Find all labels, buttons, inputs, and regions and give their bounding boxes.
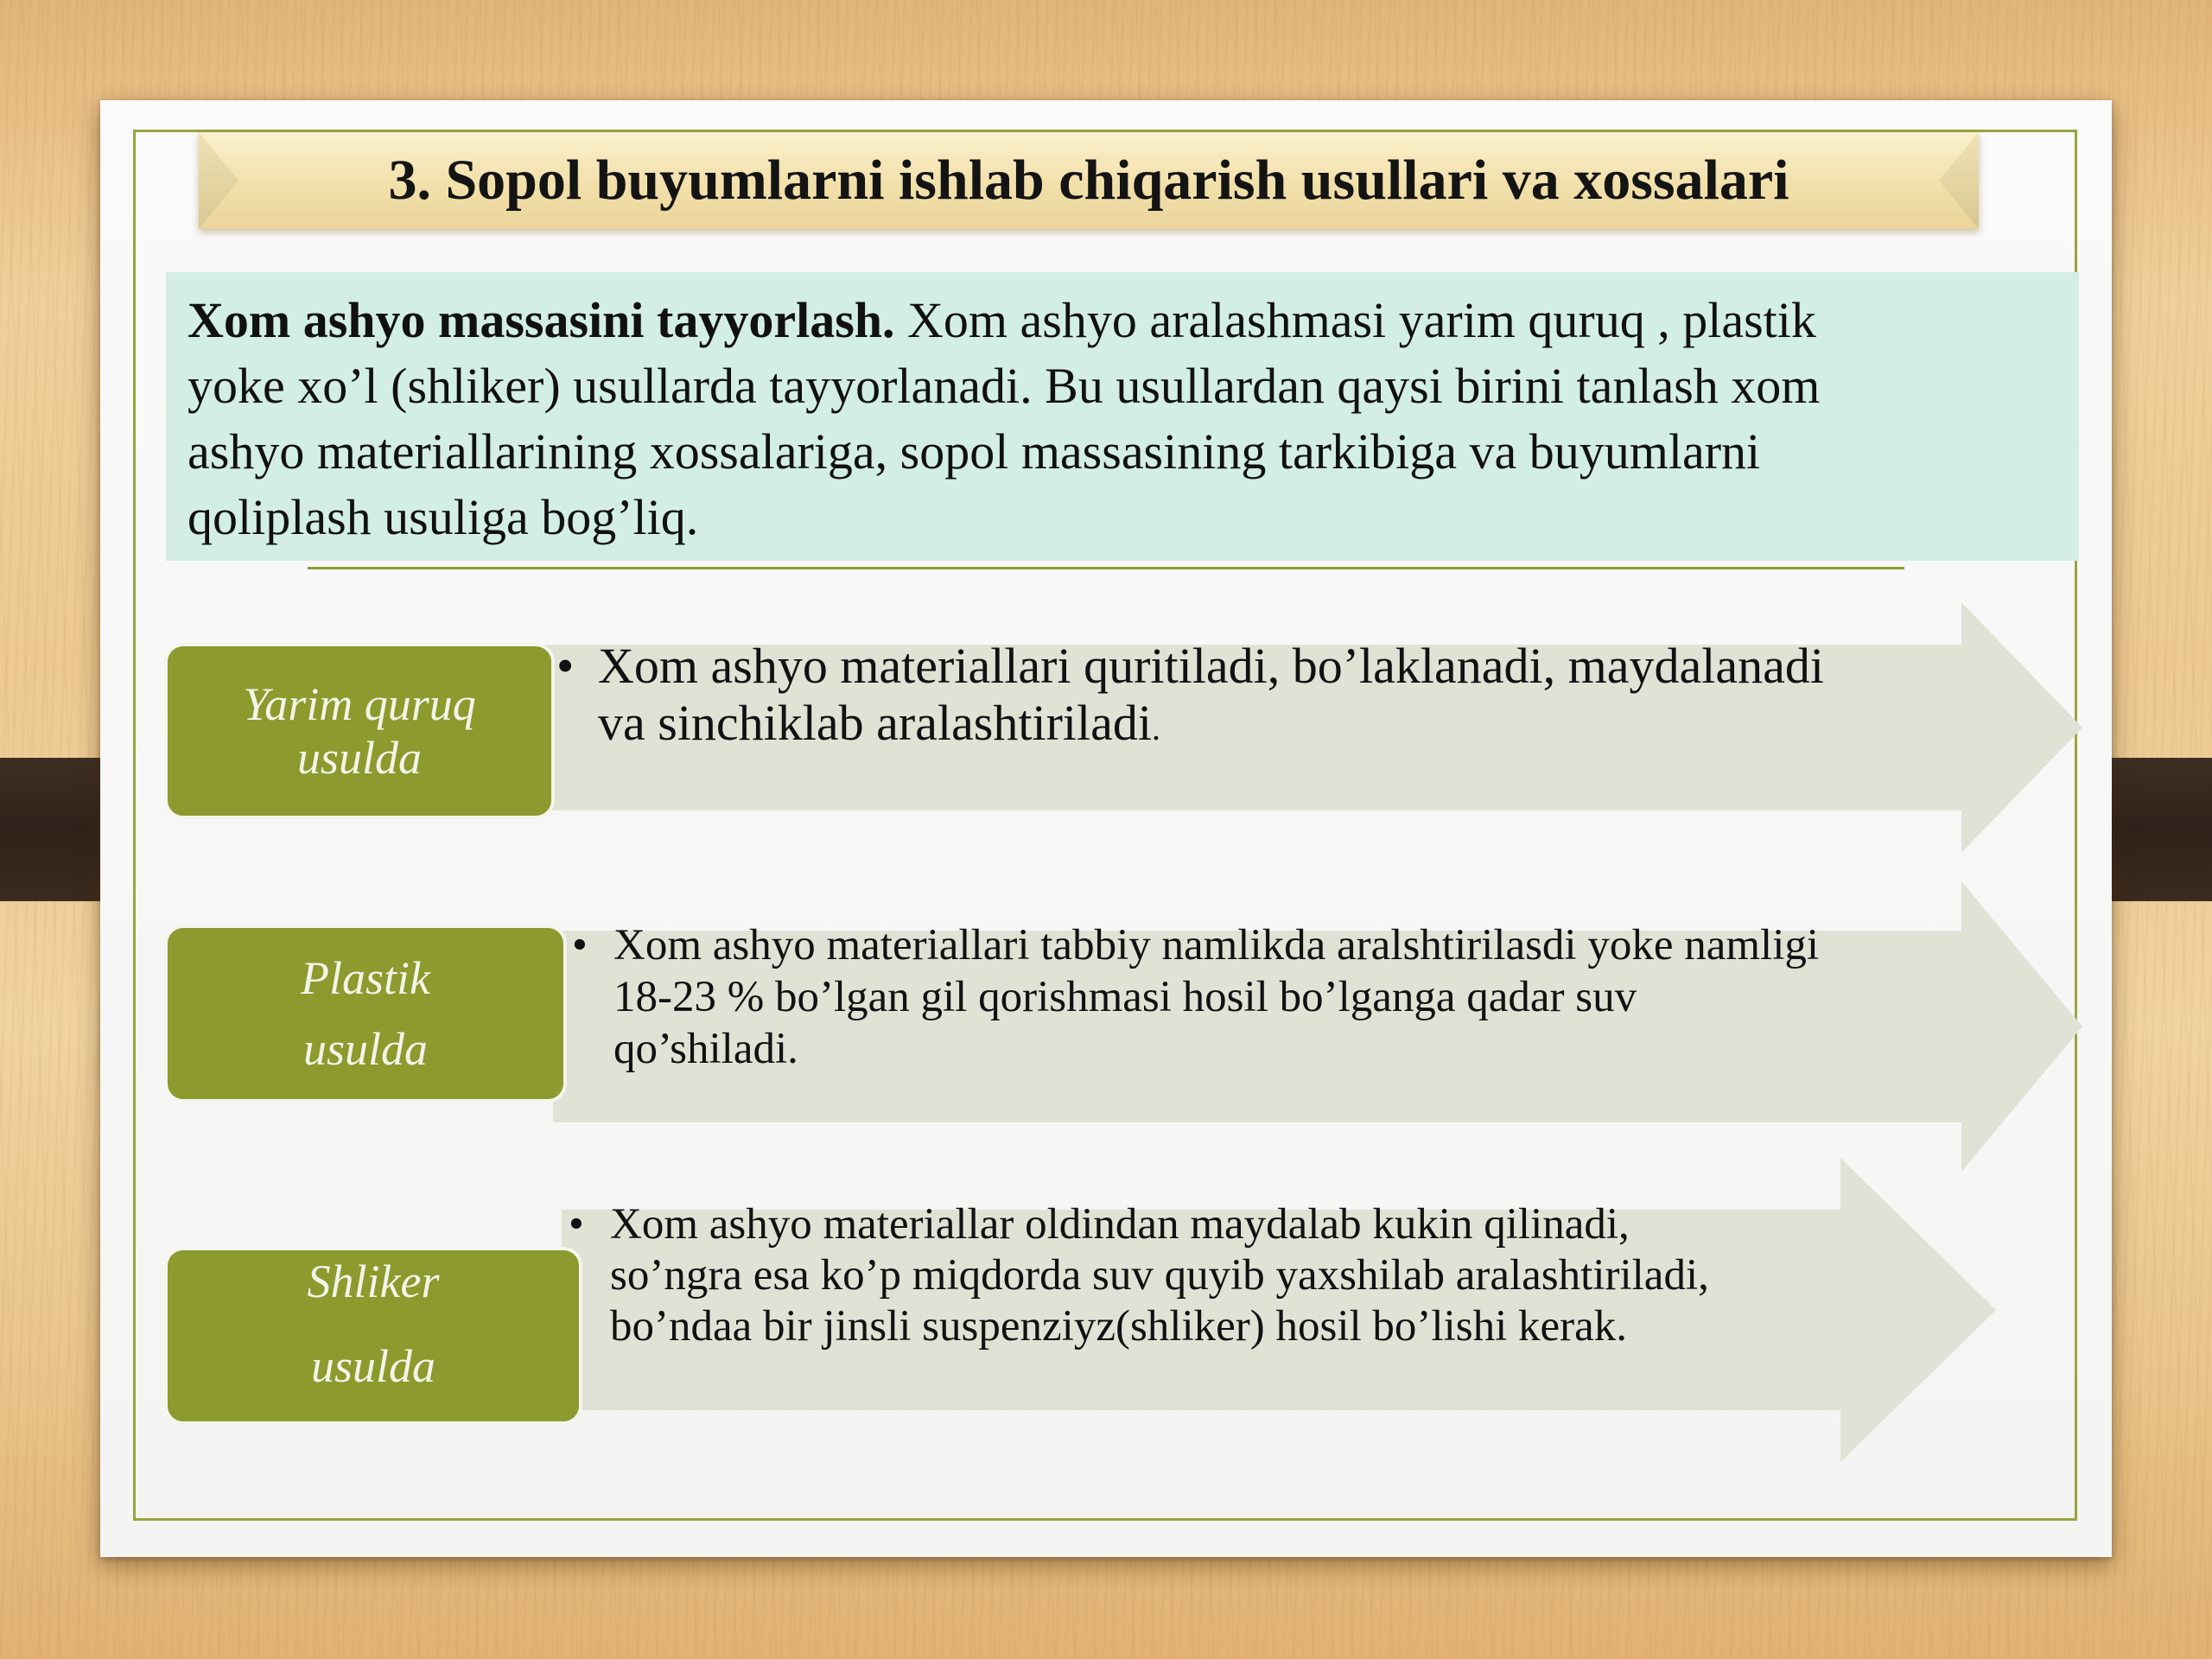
method-label-line: usulda — [310, 1340, 436, 1392]
description-line: Xom ashyo materiallari quritiladi, bo’laklanadi, maydalanadi — [598, 638, 1824, 694]
method-label-line: Yarim quruq — [243, 678, 476, 730]
intro-line-3: ashyo materiallarining xossalariga, sopol massasining tarkibiga va buyumlarni — [188, 423, 1761, 480]
intro-paragraph — [166, 272, 2079, 561]
description-line: Xom ashyo materiallari tabbiy namlikda aralshtirilasdi yoke namligi — [613, 921, 1820, 969]
method-label-shliker — [164, 1247, 582, 1425]
intro-line-1: Xom ashyo aralashmasi yarim quruq , plastik — [894, 292, 1816, 348]
intro-divider — [308, 567, 1904, 569]
method-description-shliker — [563, 1199, 1946, 1352]
method-description-yarim-quruq — [551, 638, 1968, 757]
method-label-line: usulda — [302, 1023, 429, 1075]
title-banner — [199, 132, 1979, 229]
method-label-plastik — [164, 925, 567, 1103]
method-label-line: Shliker — [307, 1255, 440, 1307]
intro-line-2: yoke xo’l (shliker) usullarda tayyorlanadi. Bu usullardan qaysi birini tanlash xom — [188, 358, 1821, 414]
method-description-plastik — [567, 919, 1984, 1075]
method-label-line: Plastik — [301, 952, 430, 1004]
description-line: so’ngra esa ko’p miqdorda suv quyib yaxshilab aralashtiriladi, — [610, 1251, 1709, 1300]
intro-line-4: qoliplash usuliga bog’liq. — [188, 489, 699, 545]
description-line: qo’shiladi. — [613, 1025, 798, 1073]
description-line: Xom ashyo materiallar oldindan maydalab kukin qilinadi, — [610, 1200, 1630, 1249]
description-line: 18-23 % bo’lgan gil qorishmasi hosil bo’lganga qadar suv — [613, 973, 1637, 1021]
method-label-yarim-quruq — [164, 643, 555, 819]
method-label-line: usulda — [296, 732, 423, 784]
description-line: va sinchiklab aralashtiriladi — [598, 695, 1153, 751]
description-period: . — [1152, 709, 1161, 747]
slide-title: 3. Sopol buyumlarni ishlab chiqarish usullari va xossalari — [388, 149, 1789, 212]
intro-lead: Xom ashyo massasini tayyorlash. — [188, 292, 895, 348]
description-line: bo’ndaa bir jinsli suspenziyz(shliker) hosil bo’lishi kerak. — [610, 1302, 1628, 1351]
